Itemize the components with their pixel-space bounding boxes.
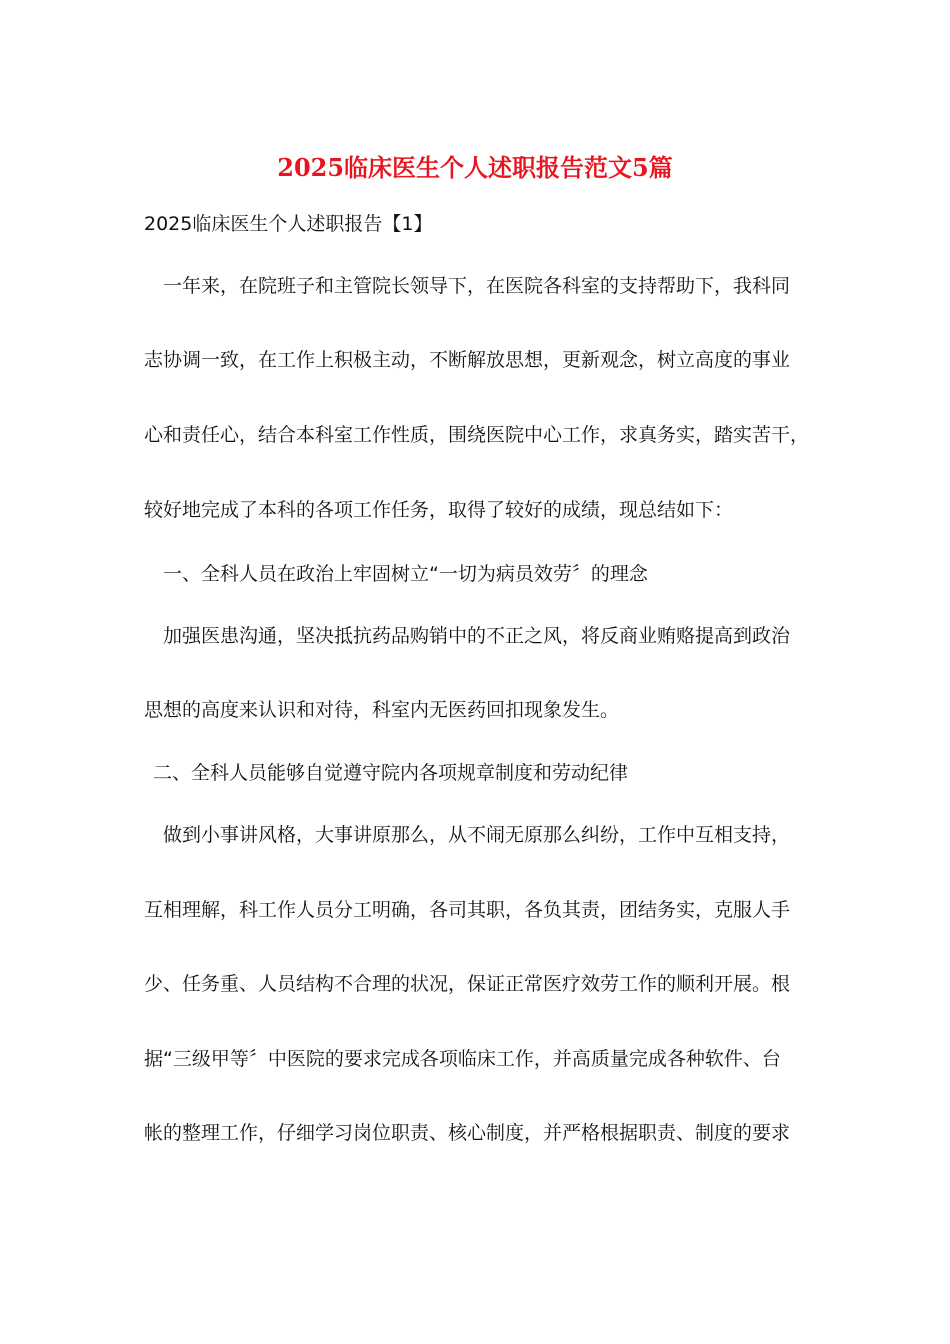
- document-title: 2025临床医生个人述职报告范文5篇: [277, 153, 673, 182]
- paragraph-line: 较好地完成了本科的各项工作任务，取得了较好的成绩，现总结如下：: [144, 499, 734, 521]
- paragraph-line: 做到小事讲风格，大事讲原那么，从不闹无原那么纠纷，工作中互相支持，: [163, 824, 791, 846]
- paragraph-line: 互相理解，科工作人员分工明确，各司其职，各负其责，团结务实，克服人手: [144, 899, 791, 921]
- section-heading: 2025临床医生个人述职报告【1】: [144, 213, 433, 235]
- paragraph-line: 心和责任心，结合本科室工作性质，围绕医院中心工作，求真务实，踏实苦干，: [144, 424, 810, 446]
- subheading-1: 一、全科人员在政治上牢固树立“一切为病员效劳〞的理念: [163, 563, 648, 585]
- paragraph-line: 思想的高度来认识和对待，科室内无医药回扣现象发生。: [144, 699, 620, 721]
- paragraph-line: 加强医患沟通，坚决抵抗药品购销中的不正之风，将反商业贿赂提高到政治: [163, 625, 791, 647]
- paragraph-line: 志协调一致，在工作上积极主动，不断解放思想，更新观念，树立高度的事业: [144, 349, 791, 371]
- paragraph-line: 据“三级甲等〞中医院的要求完成各项临床工作，并高质量完成各种软件、台: [144, 1048, 781, 1070]
- paragraph-line: 帐的整理工作，仔细学习岗位职责、核心制度，并严格根据职责、制度的要求: [144, 1122, 791, 1144]
- subheading-2: 二、全科人员能够自觉遵守院内各项规章制度和劳动纪律: [153, 762, 629, 784]
- paragraph-line: 一年来，在院班子和主管院长领导下，在医院各科室的支持帮助下，我科同: [163, 275, 791, 297]
- paragraph-line: 少、任务重、人员结构不合理的状况，保证正常医疗效劳工作的顺利开展。根: [144, 973, 791, 995]
